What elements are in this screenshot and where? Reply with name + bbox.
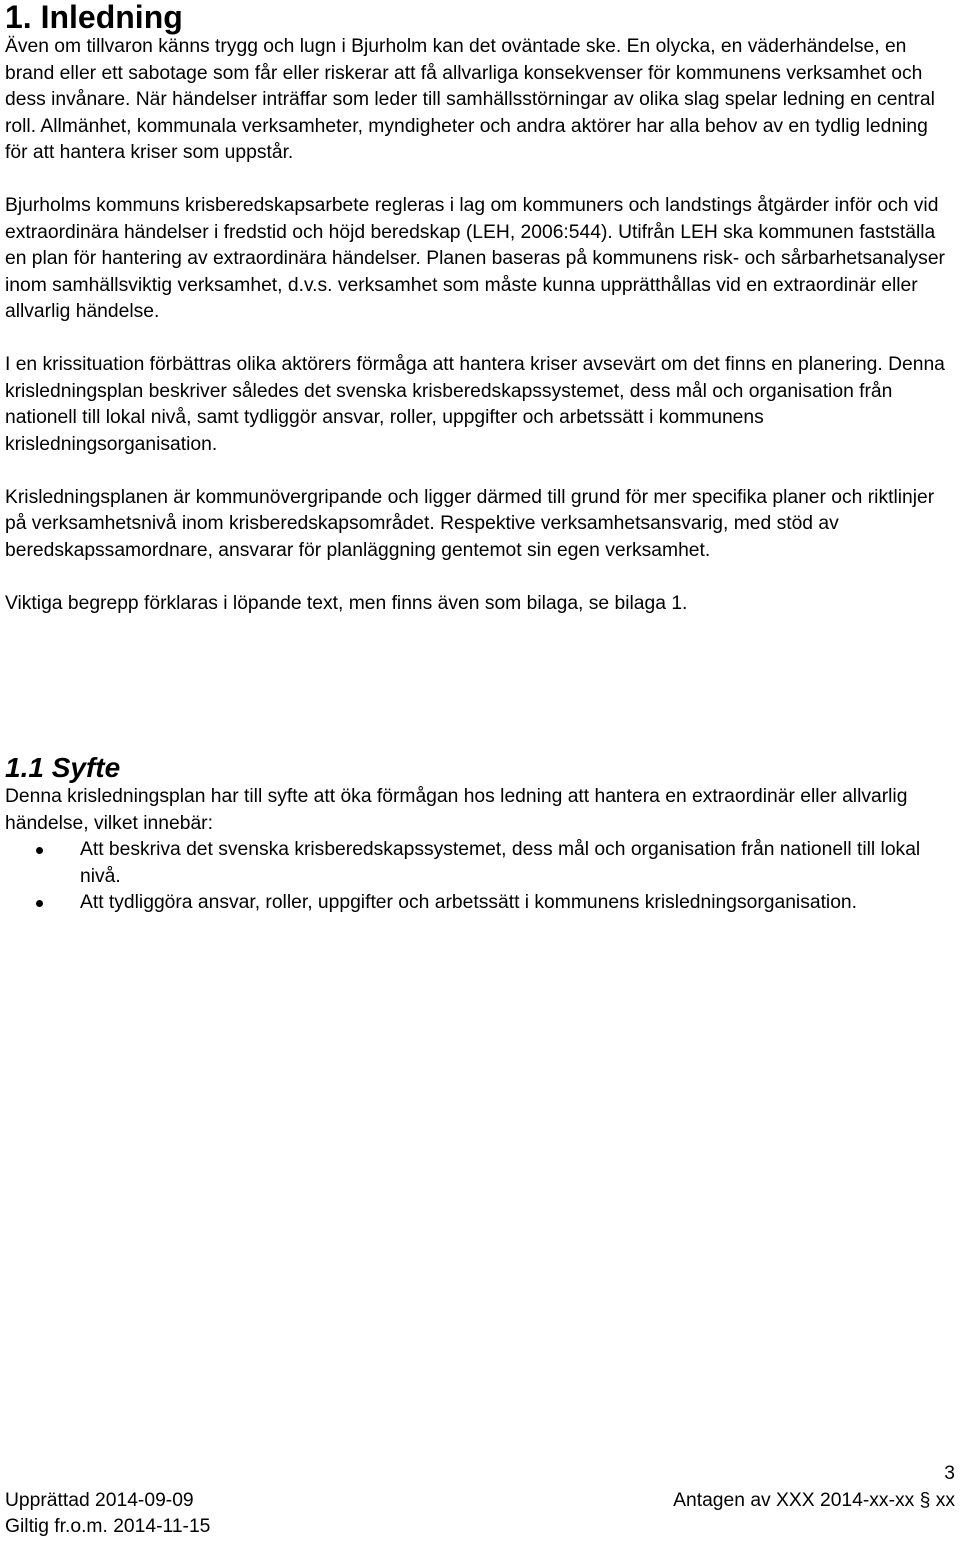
bullet-icon <box>36 900 43 907</box>
footer-adopted: Antagen av XXX 2014-xx-xx § xx <box>673 1490 955 1511</box>
footer-created-date: Upprättad 2014-09-09 <box>5 1490 194 1511</box>
syfte-content <box>5 784 955 917</box>
list-item <box>5 890 955 917</box>
paragraph-planning: I en krissituation förbättras olika aktörers förmåga att hantera kriser avsevärt om det finns en planering. Denna krisledningsplan beskriver således det svenska krisberedskapssystemet, dess mål och organisation från nationell till lokal nivå, samt tydliggör ansvar, roller, uppgifter och arbetssätt i kommunens krisledningsorganisation. <box>5 354 945 455</box>
list-item <box>5 837 955 890</box>
section-heading-syfte: 1.1 Syfte <box>5 752 121 783</box>
syfte-bullet-list <box>5 837 955 917</box>
paragraph-glossary-note: Viktiga begrepp förklaras i löpande text, men finns även som bilaga, se bilaga 1. <box>5 592 688 614</box>
bullet-icon <box>36 847 43 854</box>
document-page <box>5 0 955 913</box>
paragraph-intro: Även om tillvaron känns trygg och lugn i Bjurholm kan det oväntade ske. En olycka, en väderhändelse, en brand eller ett sabotage som får eller riskerar att få allvarliga konsekvenser för kommunens verksamhet och dess invånare. När händelser inträffar som leder till samhällsstörningar av olika slag spelar ledning en central roll. Allmänhet, kommunala verksamheter, myndigheter och andra aktörer har alla behov av en tydlig ledning för att hantera kriser som uppstår. <box>5 36 935 163</box>
footer-valid-date: Giltig fr.o.m. 2014-11-15 <box>5 1516 211 1537</box>
list-item-text: Att tydliggöra ansvar, roller, uppgifter och arbetssätt i kommunens krisledningsorganisation. <box>80 892 858 913</box>
paragraph-scope: Krisledningsplanen är kommunövergripande och ligger därmed till grund för mer specifika planer och riktlinjer på verksamhetsnivå inom krisberedskapsområdet. Respektive verksamhetsansvarig, med stöd av beredskapssamordnare, ansvarar för planläggning gentemot sin egen verksamhet. <box>5 486 935 561</box>
section-heading-inledning: 1. Inledning <box>5 0 183 35</box>
page-number: 3 <box>944 1463 955 1484</box>
paragraph-syfte-intro: Denna krisledningsplan har till syfte att öka förmågan hos ledning att hantera en extraordinär eller allvarlig händelse, vilket innebär: <box>5 786 908 834</box>
list-item-text: Att beskriva det svenska krisberedskapssystemet, dess mål och organisation från nationell till lokal nivå. <box>80 839 921 887</box>
paragraph-legal-basis: Bjurholms kommuns krisberedskapsarbete regleras i lag om kommuners och landstings åtgärder inför och vid extraordinära händelser i fredstid och höjd beredskap (LEH, 2006:544). Utifrån LEH ska kommunen fastställa en plan för hantering av extraordinära händelser. Planen baseras på kommunens risk- och sårbarhetsanalyser inom samhällsviktig verksamhet, d.v.s. verksamhet som måste kunna upprätthållas vid en extraordinär eller allvarlig händelse. <box>5 195 945 322</box>
